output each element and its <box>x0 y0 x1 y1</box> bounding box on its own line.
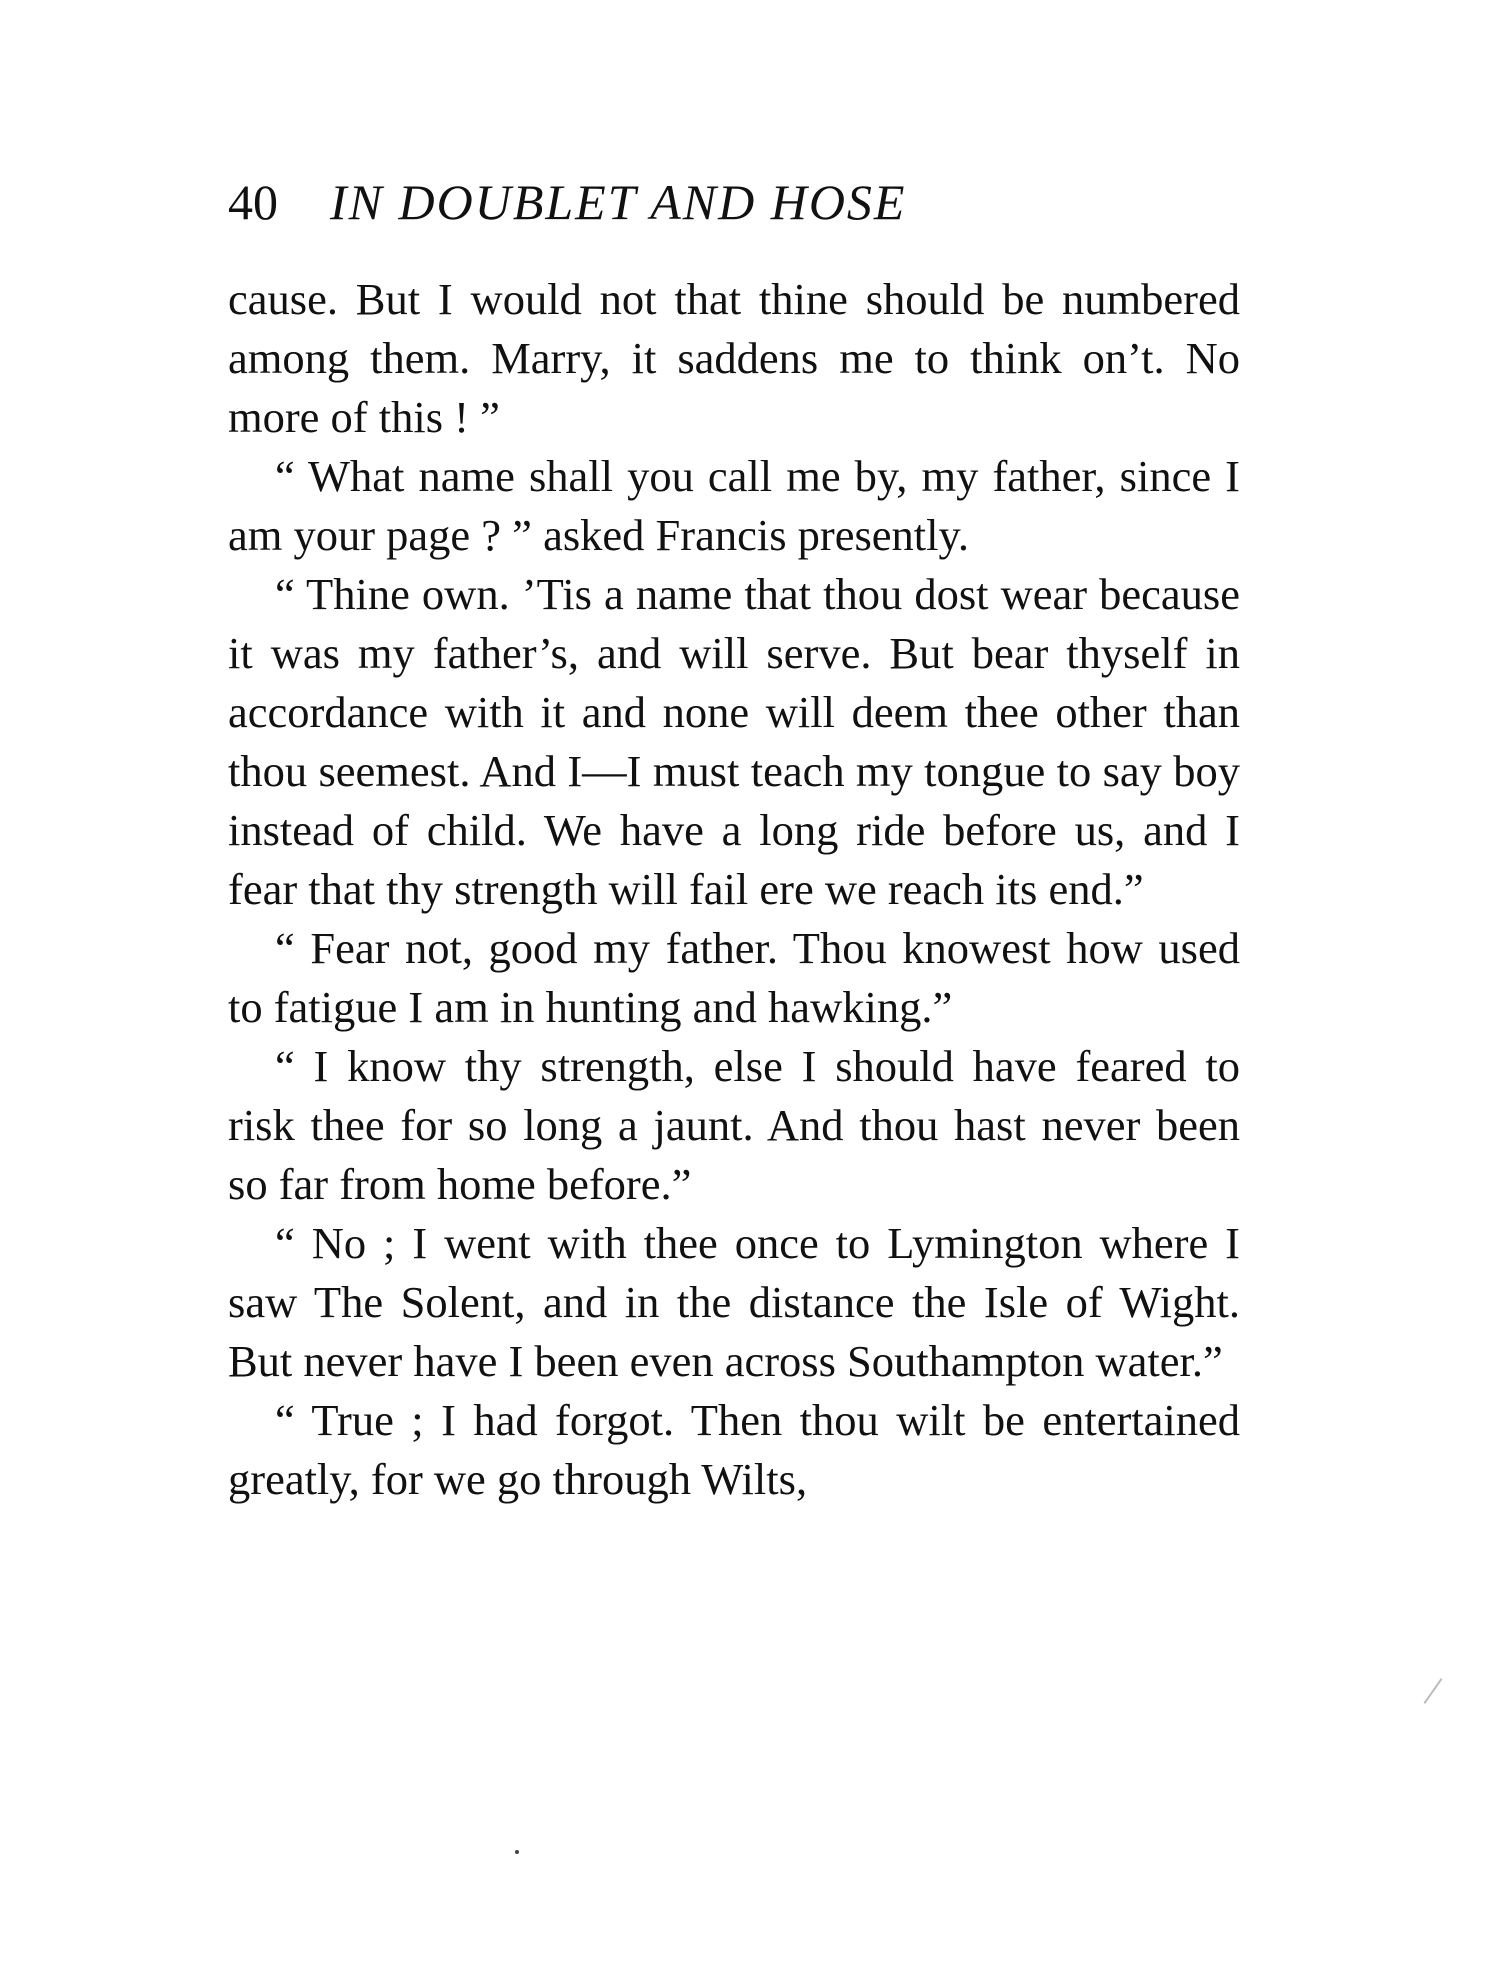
paragraph: “ I know thy strength, else I should have feared to risk thee for so long a jaunt. And thou hast never been so far from home before.” <box>228 1041 1240 1209</box>
running-head-title: IN DOUBLET AND HOSE <box>330 174 907 230</box>
paragraph: “ No ; I went with thee once to Lymington where I saw The Solent, and in the distance the Isle of Wight. But never have I been even across Southampton water.” <box>228 1218 1240 1386</box>
paragraph: “ Fear not, good my father. Thou knowest how used to fatigue I am in hunting and hawking.” <box>228 923 1240 1032</box>
margin-mark <box>1424 1678 1443 1704</box>
paragraph: “ Thine own. ’Tis a name that thou dost wear because it was my father’s, and will serve. But bear thyself in accordance with it and none will deem thee other than thou seemest. And I—I must teach my tongue to say boy instead of child. We have a long ride before us, and I fear that thy strength will fail ere we reach its end.” <box>228 569 1240 914</box>
body-text <box>228 270 1240 1509</box>
paragraph: cause. But I would not that thine should be numbered among them. Marry, it saddens me to think on’t. No more of this ! ” <box>228 274 1240 442</box>
ink-speck <box>515 1850 519 1854</box>
running-head <box>228 172 1248 232</box>
page-number: 40 <box>228 174 278 230</box>
paragraph: “ What name shall you call me by, my father, since I am your page ? ” asked Francis presently. <box>228 451 1240 560</box>
paragraph: “ True ; I had forgot. Then thou wilt be entertained greatly, for we go through Wilts, <box>228 1395 1240 1504</box>
